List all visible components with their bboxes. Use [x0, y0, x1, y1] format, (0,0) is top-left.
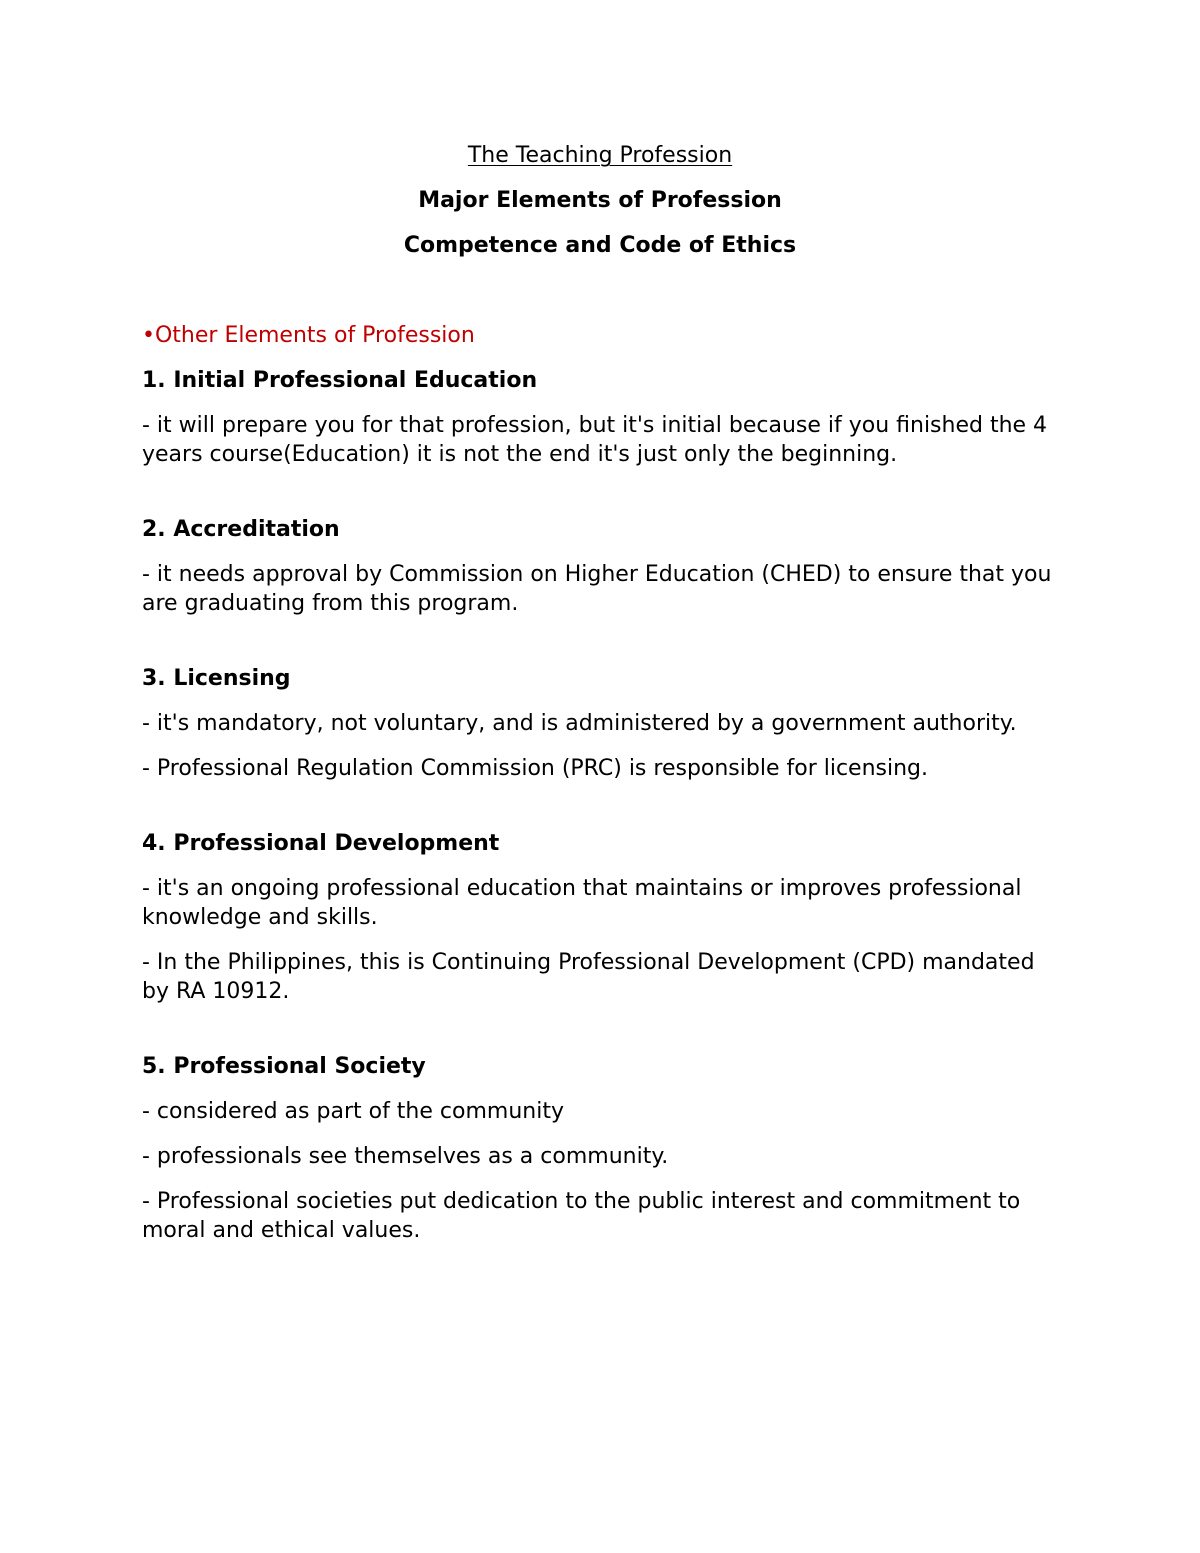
item-heading: 1. Initial Professional Education — [142, 368, 538, 393]
item-paragraph: - In the Philippines, this is Continuing Professional Development (CPD) mandated by RA 10912. — [142, 950, 1035, 1004]
document-subtitle-competence: Competence and Code of Ethics — [403, 233, 797, 258]
item-professional-society — [142, 1052, 1062, 1245]
item-paragraph: - it needs approval by Commission on Higher Education (CHED) to ensure that you are graduating from this program. — [142, 562, 1052, 616]
item-heading: 3. Licensing — [142, 666, 291, 691]
item-paragraph: - it's an ongoing professional education that maintains or improves professional knowledge and skills. — [142, 876, 1022, 930]
item-paragraph: - professionals see themselves as a community. — [142, 1144, 669, 1169]
item-accreditation — [142, 515, 1062, 618]
item-paragraph: - it's mandatory, not voluntary, and is administered by a government authority. — [142, 711, 1017, 736]
document-subtitle-major-elements: Major Elements of Profession — [418, 188, 782, 213]
document-body — [142, 321, 1062, 1261]
item-paragraph: - Professional Regulation Commission (PRC) is responsible for licensing. — [142, 756, 929, 781]
item-heading: 5. Professional Society — [142, 1054, 426, 1079]
bullet-icon: • — [142, 323, 155, 348]
item-paragraph: - Professional societies put dedication to the public interest and commitment to moral and ethical values. — [142, 1189, 1021, 1243]
item-professional-development — [142, 829, 1062, 1006]
section-label — [142, 321, 1062, 350]
item-heading: 4. Professional Development — [142, 831, 500, 856]
document-title: The Teaching Profession — [467, 143, 733, 168]
item-initial-professional-education — [142, 366, 1062, 469]
section-label-text: Other Elements of Profession — [154, 323, 475, 348]
item-licensing — [142, 664, 1062, 783]
item-paragraph: - considered as part of the community — [142, 1099, 564, 1124]
item-heading: 2. Accreditation — [142, 517, 340, 542]
item-paragraph: - it will prepare you for that profession, but it's initial because if you finished the 4 years course(Education) it is not the end it's just only the beginning. — [142, 413, 1048, 467]
